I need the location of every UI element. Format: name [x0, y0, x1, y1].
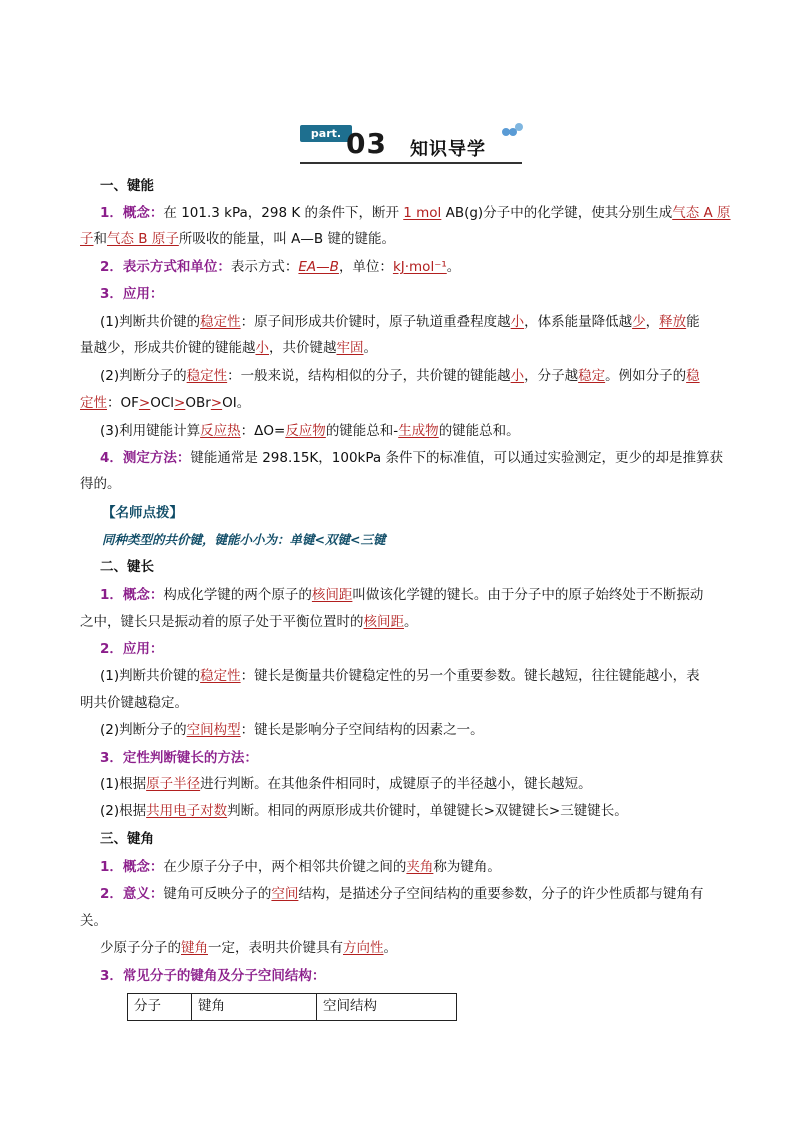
s2-a1-line1: (1)判断共价键的稳定性：键长是衡量共价键稳定性的另一个重要参数。键长越短，往往键能越小，表 — [100, 668, 700, 684]
s2-p1-line2: 之中，键长只是振动着的原子处于平衡位置时的核间距。 — [80, 614, 418, 630]
s3-p2-line2: 关。 — [80, 913, 107, 929]
section-title: 知识导学 — [410, 139, 486, 160]
decor-dots-icon — [500, 123, 524, 137]
s1-a1-line1: (1)判断共价键的稳定性：原子间形成共价键时，原子轨道重叠程度越小，体系能量降低越少，释放能 — [100, 314, 700, 330]
table-header-row — [128, 994, 457, 1021]
heading-bond-energy: 一、键能 — [100, 178, 154, 194]
s1-p2: 2．表示方式和单位：表示方式：EA—B，单位：kJ·mol⁻¹。 — [100, 259, 461, 275]
s1-p4-line1: 4．测定方法：键能通常是 298.15K，100kPa 条件下的标准值，可以通过实验测定，更少的却是推算获 — [100, 450, 723, 466]
s2-p2: 2．应用： — [100, 641, 164, 657]
header-underline — [300, 162, 522, 164]
s3-p4: 3．常见分子的键角及分子空间结构： — [100, 968, 326, 984]
part-number: 03 — [346, 127, 387, 160]
s1-p3: 3．应用： — [100, 286, 164, 302]
s1-p1-line2: 子和气态 B 原子所吸收的能量，叫 A—B 键的键能。 — [80, 231, 395, 247]
s1-a2-line2: 定性：OF>OCl>OBr>OI。 — [80, 395, 251, 411]
s3-p3: 少原子分子的键角一定，表明共价键具有方向性。 — [100, 940, 397, 956]
s2-p3: 3．定性判断键长的方法： — [100, 750, 258, 766]
s3-p1: 1．概念：在少原子分子中，两个相邻共价键之间的夹角称为键角。 — [100, 859, 501, 875]
table-header-cell: 键角 — [192, 994, 317, 1021]
bond-angle-table — [127, 993, 457, 1021]
table-header-cell: 分子 — [128, 994, 192, 1021]
tip-title: 【名师点拨】 — [102, 505, 183, 521]
part-tag: part. — [300, 125, 352, 142]
heading-bond-angle: 三、键角 — [100, 831, 154, 847]
s1-p4-line2: 得的。 — [80, 476, 121, 492]
s2-a2: (2)判断分子的空间构型：键长是影响分子空间结构的因素之一。 — [100, 722, 484, 738]
table-header-cell: 空间结构 — [317, 994, 457, 1021]
s1-p1-line1: 1．概念：在 101.3 kPa，298 K 的条件下，断开 1 mol AB(g)分子中的化学键，使其分别生成气态 A 原 — [100, 205, 731, 221]
s2-b2: (2)根据共用电子对数判断。相同的两原形成共价键时，单键键长>双键键长>三键键长。 — [100, 803, 628, 819]
s1-a2-line1: (2)判断分子的稳定性：一般来说，结构相似的分子，共价键的键能越小，分子越稳定。例如分子的稳 — [100, 368, 700, 384]
section-header — [300, 123, 522, 165]
s2-p1-line1: 1．概念：构成化学键的两个原子的核间距叫做该化学键的键长。由于分子中的原子始终处于不断振动 — [100, 587, 704, 603]
s2-a1-line2: 明共价键越稳定。 — [80, 695, 188, 711]
s1-a3: (3)利用键能计算反应热：ΔO=反应物的键能总和-生成物的键能总和。 — [100, 423, 520, 439]
s1-a1-line2: 量越少，形成共价键的键能越小，共价键越牢固。 — [80, 340, 377, 356]
s2-b1: (1)根据原子半径进行判断。在其他条件相同时，成键原子的半径越小，键长越短。 — [100, 776, 592, 792]
heading-bond-length: 二、键长 — [100, 559, 154, 575]
tip-text: 同种类型的共价键，键能小小为：单键<双键<三键 — [102, 532, 386, 547]
s3-p2-line1: 2．意义：键角可反映分子的空间结构，是描述分子空间结构的重要参数，分子的许少性质都与键角有 — [100, 886, 704, 902]
